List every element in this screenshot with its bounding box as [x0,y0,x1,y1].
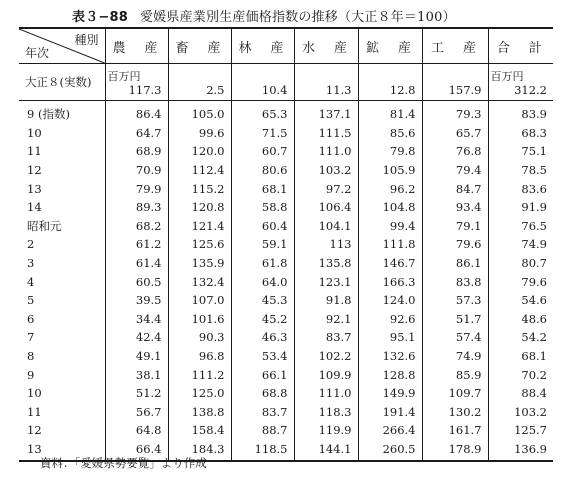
table-cell: 184.3 [168,440,231,462]
table-cell: 53.4 [231,347,294,366]
row-year: 2 [27,237,35,252]
table-cell: 80.7 [488,254,553,273]
table-cell: 161.7 [422,421,488,440]
table-cell: 178.9 [422,440,488,462]
row-year: 13 [19,440,105,462]
table-cell: 103.2 [488,403,553,422]
table-row [19,142,553,161]
table-cell: 121.4 [168,217,231,236]
table-row [19,124,553,143]
row-year: 9 (指数) [27,107,70,122]
row-year: 9 [27,367,35,382]
table-row [19,101,553,124]
unit-label: 百万円 [107,70,141,83]
table-cell: 144.1 [294,440,358,462]
row-year: 10 [27,386,42,401]
table-cell: 65.3 [231,101,294,124]
table-row [19,384,553,403]
table-cell: 130.2 [422,403,488,422]
table-cell: 70.9 [105,161,168,180]
table-cell: 79.3 [422,101,488,124]
table-cell: 74.9 [488,235,553,254]
table-cell: 85.9 [422,365,488,384]
table-cell: 92.6 [358,310,422,329]
base-value-fishery: 11.3 [294,64,358,101]
table-cell: 85.6 [358,124,422,143]
header-year-label: 年次 [25,46,50,60]
table-cell: 49.1 [105,347,168,366]
base-value-mining: 12.8 [358,64,422,101]
table-cell: 58.8 [231,198,294,217]
table-cell: 97.2 [294,179,358,198]
table-cell: 105.0 [168,101,231,124]
row-year: 8 [27,349,35,364]
row-year: 11 [27,144,42,159]
table-cell: 95.1 [358,328,422,347]
table-cell: 80.6 [231,161,294,180]
table-cell: 79.6 [488,272,553,291]
table-cell: 111.8 [358,235,422,254]
row-year: 14 [27,200,42,215]
table-cell: 125.6 [168,235,231,254]
header-livestock: 畜 産 [168,28,231,64]
row-year: 4 [27,274,35,289]
table-cell: 136.9 [488,440,553,462]
table-row [19,291,553,310]
table-cell: 79.6 [422,235,488,254]
table-cell: 48.6 [488,310,553,329]
header-total: 合 計 [488,28,553,64]
header-fishery: 水 産 [294,28,358,64]
table-cell: 99.4 [358,217,422,236]
index-rows [19,101,553,462]
table-cell: 105.9 [358,161,422,180]
table-cell: 54.2 [488,328,553,347]
base-value-livestock: 2.5 [168,64,231,101]
base-value-forestry: 10.4 [231,64,294,101]
table-cell: 124.0 [358,291,422,310]
table-row [19,198,553,217]
table-cell: 138.8 [168,403,231,422]
table-cell: 96.2 [358,179,422,198]
table-cell: 135.9 [168,254,231,273]
table-cell: 34.4 [105,310,168,329]
table-cell: 104.1 [294,217,358,236]
header-type-label: 種別 [74,33,99,47]
row-year: 昭和元 [27,218,62,233]
table-cell: 109.7 [422,384,488,403]
table-row [19,365,553,384]
table-cell: 132.4 [168,272,231,291]
table-cell: 68.1 [231,179,294,198]
table-cell: 42.4 [105,328,168,347]
table-cell: 51.7 [422,310,488,329]
table-cell: 79.8 [358,142,422,161]
table-cell: 112.4 [168,161,231,180]
table-cell: 125.7 [488,421,553,440]
table-cell: 76.5 [488,217,553,236]
table-cell: 118.3 [294,403,358,422]
table-row [19,235,553,254]
table-cell: 115.2 [168,179,231,198]
table-cell: 71.5 [231,124,294,143]
table-cell: 120.0 [168,142,231,161]
table-cell: 64.7 [105,124,168,143]
table-cell: 83.7 [294,328,358,347]
table-row [19,347,553,366]
table-cell: 68.3 [488,124,553,143]
table-cell: 101.6 [168,310,231,329]
header-corner [19,28,105,64]
table-row [19,403,553,422]
table-cell: 56.7 [105,403,168,422]
table-cell: 90.3 [168,328,231,347]
price-index-table [19,27,553,462]
base-year-label: 大正８(実数) [19,64,105,101]
table-caption: 愛媛県産業別生産価格指数の推移（大正８年＝100） [139,10,456,25]
table-cell: 166.3 [358,272,422,291]
table-cell: 119.9 [294,421,358,440]
table-cell: 99.6 [168,124,231,143]
table-cell: 51.2 [105,384,168,403]
table-cell: 88.4 [488,384,553,403]
row-year: 5 [27,293,35,308]
table-cell: 191.4 [358,403,422,422]
table-cell: 111.2 [168,365,231,384]
header-mining: 鉱 産 [358,28,422,64]
table-cell: 89.3 [105,198,168,217]
table-cell: 109.9 [294,365,358,384]
table-cell: 57.4 [422,328,488,347]
row-year: 10 [27,125,42,140]
table-row [19,421,553,440]
table-row [19,310,553,329]
table-cell: 125.0 [168,384,231,403]
table-cell: 46.3 [231,328,294,347]
base-value-agriculture [105,64,168,101]
row-year: 12 [27,423,42,438]
table-cell: 39.5 [105,291,168,310]
table-cell: 260.5 [358,440,422,462]
table-cell: 68.8 [231,384,294,403]
table-cell: 66.4 [105,440,168,462]
table-cell: 78.5 [488,161,553,180]
table-cell: 75.1 [488,142,553,161]
table-cell: 70.2 [488,365,553,384]
row-year: 11 [27,404,42,419]
row-year: 3 [27,256,35,271]
table-cell: 68.2 [105,217,168,236]
table-cell: 96.8 [168,347,231,366]
table-cell: 61.2 [105,235,168,254]
table-cell: 266.4 [358,421,422,440]
table-cell: 60.7 [231,142,294,161]
row-year: 6 [27,311,35,326]
table-cell: 118.5 [231,440,294,462]
table-cell: 83.7 [231,403,294,422]
table-cell: 66.1 [231,365,294,384]
table-row [19,254,553,273]
base-year-row [19,64,553,101]
table-cell: 123.1 [294,272,358,291]
table-cell: 45.3 [231,291,294,310]
table-cell: 120.8 [168,198,231,217]
base-value-total [488,64,553,101]
table-cell: 86.4 [105,101,168,124]
table-cell: 68.9 [105,142,168,161]
table-cell: 83.6 [488,179,553,198]
table-cell: 135.8 [294,254,358,273]
table-cell: 79.9 [105,179,168,198]
table-row [19,161,553,180]
table-cell: 57.3 [422,291,488,310]
table-cell: 107.0 [168,291,231,310]
table-title [72,6,456,25]
table-cell: 83.9 [488,101,553,124]
table-cell: 76.8 [422,142,488,161]
table-cell: 149.9 [358,384,422,403]
table-row [19,217,553,236]
source-note: 資料：「愛媛県勢要覧」より作成 [40,456,207,470]
cell-value: 117.3 [128,83,162,97]
header-agriculture: 農 産 [105,28,168,64]
table-number: 表３−88 [72,10,128,25]
table-cell: 92.1 [294,310,358,329]
table-row [19,328,553,347]
table-cell: 84.7 [422,179,488,198]
table-cell: 106.4 [294,198,358,217]
table-cell: 65.7 [422,124,488,143]
table-cell: 83.8 [422,272,488,291]
table-cell: 137.1 [294,101,358,124]
table-cell: 103.2 [294,161,358,180]
table-cell: 81.4 [358,101,422,124]
table-cell: 132.6 [358,347,422,366]
table-row [19,179,553,198]
table-row [19,272,553,291]
table-cell: 91.9 [488,198,553,217]
table-cell: 111.0 [294,384,358,403]
table-cell: 38.1 [105,365,168,384]
table-cell: 91.8 [294,291,358,310]
table-cell: 74.9 [422,347,488,366]
table-cell: 158.4 [168,421,231,440]
table-cell: 146.7 [358,254,422,273]
header-row [19,28,553,64]
table-cell: 113 [294,235,358,254]
row-year: 13 [27,181,42,196]
table-cell: 68.1 [488,347,553,366]
row-year: 7 [27,330,35,345]
table-cell: 104.8 [358,198,422,217]
table-cell: 60.5 [105,272,168,291]
header-forestry: 林 産 [231,28,294,64]
table-cell: 128.8 [358,365,422,384]
table-cell: 61.8 [231,254,294,273]
base-value-industry: 157.9 [422,64,488,101]
table-cell: 93.4 [422,198,488,217]
unit-label: 百万円 [490,70,524,83]
table-cell: 64.8 [105,421,168,440]
table-cell: 79.4 [422,161,488,180]
table-cell: 88.7 [231,421,294,440]
table-cell: 60.4 [231,217,294,236]
table-cell: 111.5 [294,124,358,143]
table-cell: 79.1 [422,217,488,236]
table-cell: 54.6 [488,291,553,310]
table-cell: 102.2 [294,347,358,366]
table-cell: 61.4 [105,254,168,273]
table-cell: 64.0 [231,272,294,291]
row-year: 12 [27,163,42,178]
table-cell: 45.2 [231,310,294,329]
cell-value: 312.2 [514,83,547,97]
table-cell: 111.0 [294,142,358,161]
header-industry: 工 産 [422,28,488,64]
table-cell: 86.1 [422,254,488,273]
table-cell: 59.1 [231,235,294,254]
